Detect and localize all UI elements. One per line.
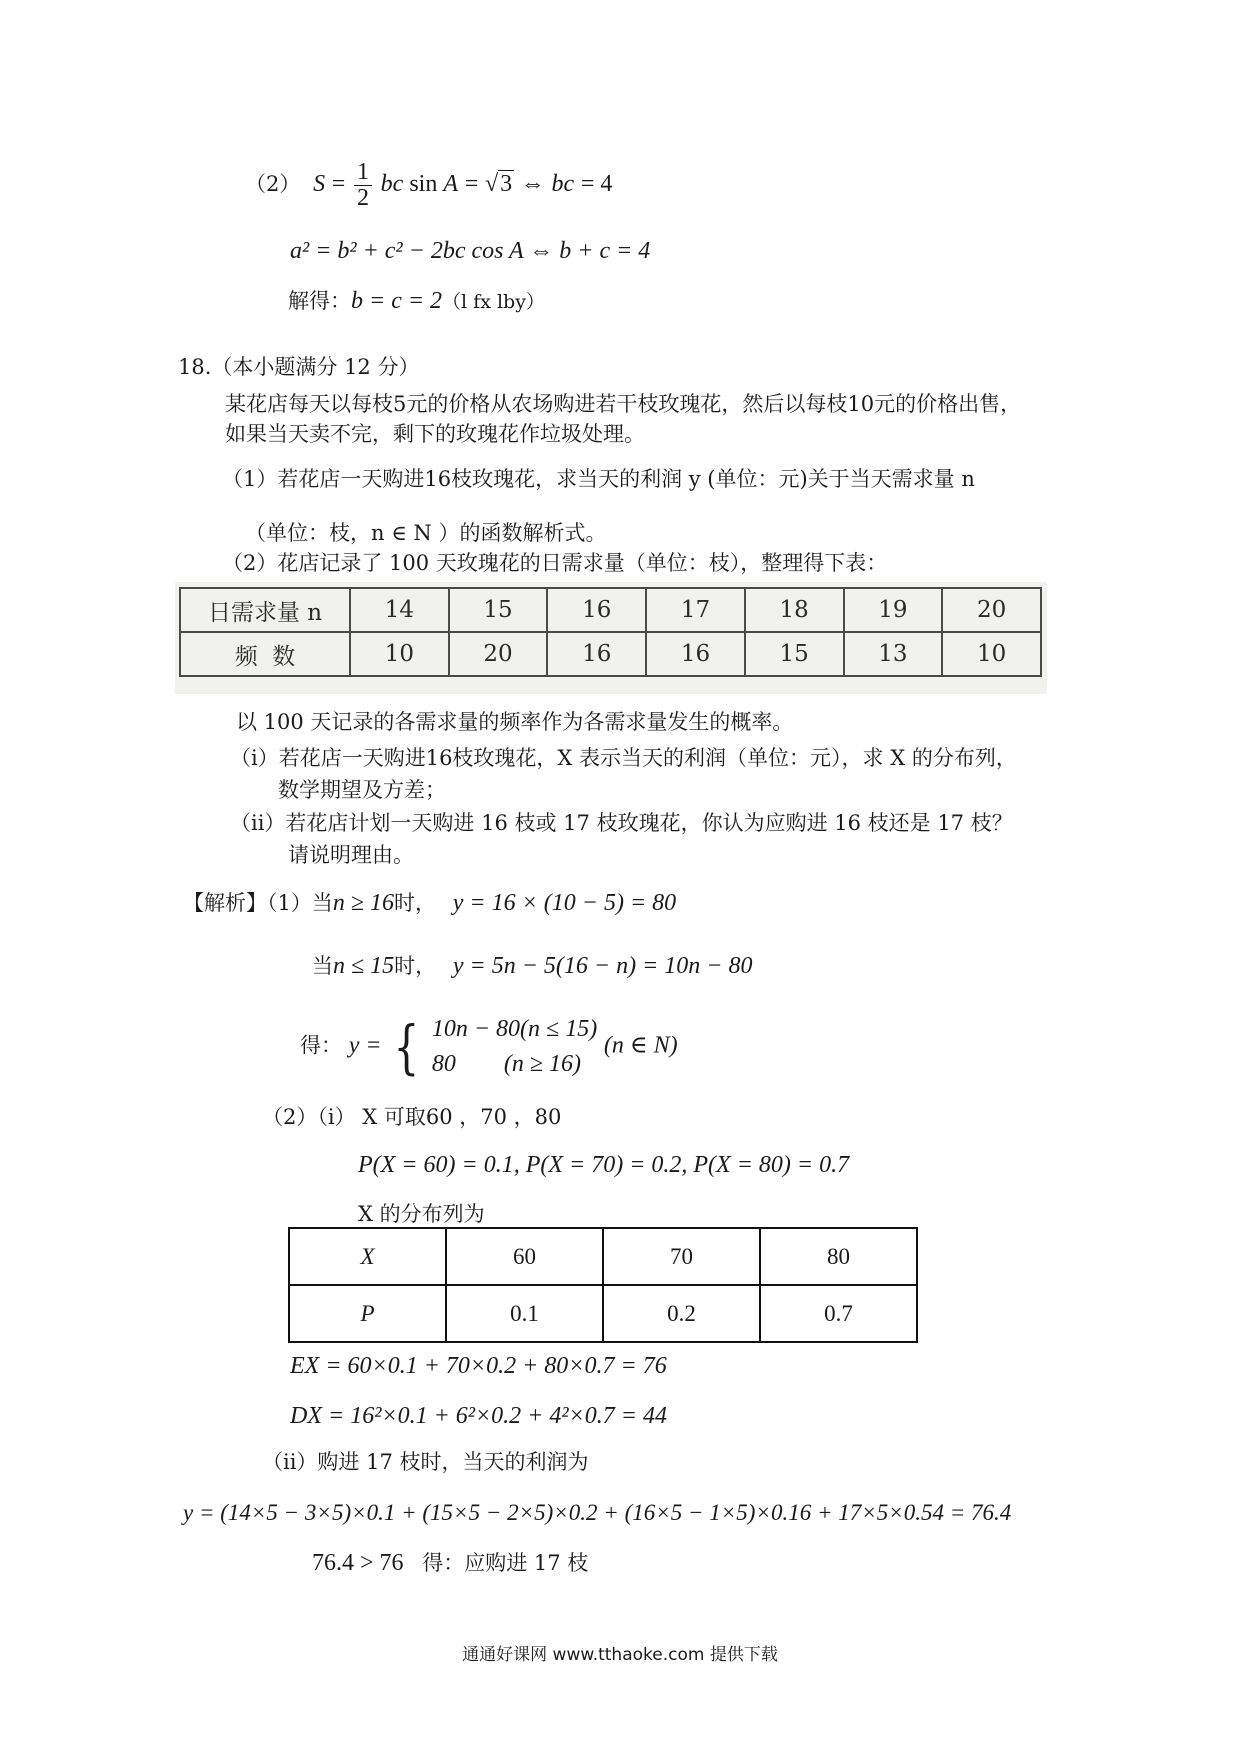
- frequency-cell: 10: [350, 632, 449, 676]
- frequency-cell: 10: [942, 632, 1041, 676]
- solution-label: 【解析】: [183, 891, 267, 915]
- piecewise-function: 得： y = { 10n − 80(n ≤ 15) 80 (n ≥ 16) (n ∈ N): [300, 1012, 678, 1081]
- table-row: [180, 588, 1041, 632]
- row-label-demand: 日需求量 n: [180, 588, 350, 632]
- demand-cell: 17: [646, 588, 745, 632]
- solution-2i-a: （2）（i） X 可取60 ，70 ，80: [262, 1105, 562, 1129]
- variance: DX = 16²×0.1 + 6²×0.2 + 4²×0.7 = 44: [290, 1403, 667, 1429]
- table-row: [180, 632, 1041, 676]
- solution-line-1: 【解析】（1）当n ≥ 16时， y = 16 × (10 − 5) = 80: [183, 890, 677, 916]
- part2-solution: 解得：b = c = 2（l fx lby）: [288, 288, 545, 314]
- part2-line2: a² = b² + c² − 2bc cos A ⇔ b + c = 4: [290, 238, 651, 264]
- q18-sub1-a: （1）若花店一天购进16枝玫瑰花，求当天的利润 y (单位：元)关于当天需求量 n: [222, 467, 975, 491]
- dist-p-cell: 0.2: [603, 1285, 760, 1342]
- q18-header: 18.（本小题满分 12 分）: [178, 355, 420, 379]
- q18-intro-1: 某花店每天以每枝5元的价格从农场购进若干枝玫瑰花，然后以每枝10元的价格出售，: [225, 392, 1022, 416]
- demand-cell: 18: [745, 588, 844, 632]
- table-row: [289, 1228, 917, 1285]
- expectation: EX = 60×0.1 + 70×0.2 + 80×0.7 = 76: [290, 1353, 667, 1379]
- dist-x-cell: 70: [603, 1228, 760, 1285]
- frequency-cell: 15: [745, 632, 844, 676]
- demand-cell: 19: [844, 588, 943, 632]
- frequency-cell: 16: [646, 632, 745, 676]
- demand-cell: 20: [942, 588, 1041, 632]
- row-label-frequency: 频 数: [180, 632, 350, 676]
- demand-cell: 16: [547, 588, 646, 632]
- dist-x-label: X: [289, 1228, 446, 1285]
- part2-line1: （2） S = $\frac{1}{2}$ bc sin A = √3 ⇔ bc = 4: [245, 159, 613, 212]
- frequency-cell: 20: [449, 632, 548, 676]
- frequency-cell: 16: [547, 632, 646, 676]
- piecewise-cases: 10n − 80(n ≤ 15) 80 (n ≥ 16): [431, 1016, 598, 1077]
- q18-sub2: （2）花店记录了 100 天玫瑰花的日需求量（单位：枝），整理得下表：: [222, 551, 888, 575]
- q18-sub-i-a: （i）若花店一天购进16枝玫瑰花，X 表示当天的利润（单位：元），求 X 的分布列，: [230, 746, 1017, 770]
- footer-source: 通通好课网 www.tthaoke.com 提供下载: [462, 1645, 778, 1665]
- solution-2i-b: P(X = 60) = 0.1, P(X = 70) = 0.2, P(X = 80) = 0.7: [358, 1152, 850, 1178]
- left-brace: {: [393, 1012, 420, 1081]
- table-row: [289, 1285, 917, 1342]
- distribution-table: [288, 1227, 918, 1343]
- one-half-fraction: $\frac{1}{2}$: [354, 160, 372, 211]
- frequency-cell: 13: [844, 632, 943, 676]
- dist-x-cell: 80: [760, 1228, 917, 1285]
- dist-x-cell: 60: [446, 1228, 603, 1285]
- solution-2i-c: X 的分布列为: [358, 1202, 485, 1226]
- solution-2ii-c: 76.4 > 76 得：应购进 17 枝: [312, 1550, 589, 1576]
- demand-frequency-table: [179, 587, 1042, 677]
- dist-p-cell: 0.1: [446, 1285, 603, 1342]
- q18-sub-ii-b: 请说明理由。: [288, 843, 414, 867]
- sqrt-three: √3: [484, 171, 513, 198]
- solution-line-2: 当n ≤ 15时， y = 5n − 5(16 − n) = 10n − 80: [312, 953, 753, 979]
- q18-sub-i-b: 数学期望及方差；: [278, 778, 446, 802]
- prob-note: 以 100 天记录的各需求量的频率作为各需求量发生的概率。: [236, 710, 794, 734]
- demand-cell: 14: [350, 588, 449, 632]
- q18-sub-ii-a: （ii）若花店计划一天购进 16 枝或 17 枝玫瑰花，你认为应购进 16 枝还是 17 枝？: [230, 811, 1013, 835]
- solution-2ii-a: （ii）购进 17 枝时，当天的利润为: [262, 1450, 589, 1474]
- q18-intro-2: 如果当天卖不完，剩下的玫瑰花作垃圾处理。: [225, 422, 645, 446]
- q18-sub1-b: （单位：枝，n ∈ N ）的函数解析式。: [245, 521, 607, 545]
- part2-marker: （2）: [245, 172, 301, 197]
- dist-p-cell: 0.7: [760, 1285, 917, 1342]
- solution-2ii-b: y = (14×5 − 3×5)×0.1 + (15×5 − 2×5)×0.2 + (16×5 − 1×5)×0.16 + 17×5×0.54 = 76.4: [183, 1500, 1012, 1525]
- demand-cell: 15: [449, 588, 548, 632]
- dist-p-label: P: [289, 1285, 446, 1342]
